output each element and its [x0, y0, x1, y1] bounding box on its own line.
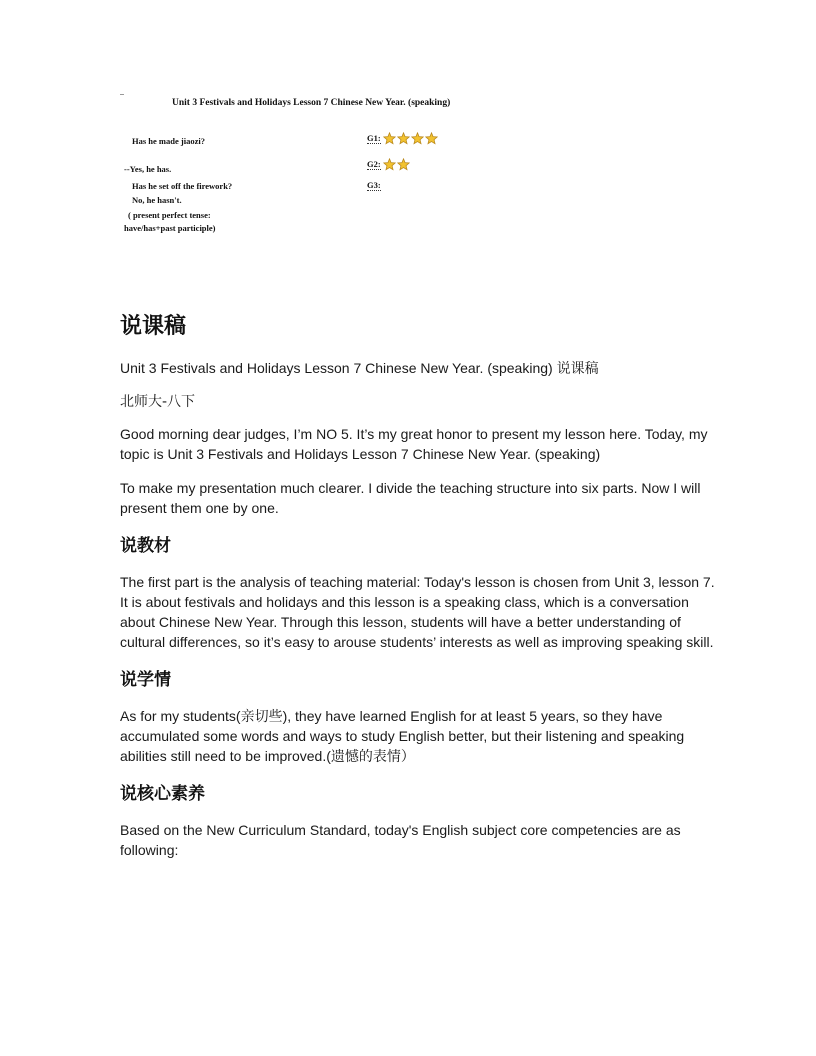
slide-line-answer-1: --Yes, he has.	[124, 164, 172, 174]
slide-line-question-1	[132, 136, 205, 146]
group-score-g1	[367, 132, 438, 145]
intro-paragraph-2: To make my presentation much clearer. I divide the teaching structure into six parts. Now I will present them one by one.	[120, 480, 701, 516]
group-label: G1:	[367, 133, 381, 143]
slide-line-question-1-text: Has he made jiaozi?	[132, 136, 205, 146]
slide-image	[118, 94, 458, 242]
slide-line-answer-2: No, he hasn't.	[132, 195, 182, 205]
section-text-teaching-material: The first part is the analysis of teaching material: Today's lesson is chosen from Unit 3, lesson 7. It is about festivals and holidays and this lesson is a speaking class, which is a conversation about Chinese New Year. Through this lesson, students will have a better understanding of cultural differences, so it’s easy to arouse students’ interests as well as improving speaking skill.	[120, 574, 715, 650]
group-label: G2:	[367, 159, 381, 169]
slide-corner-mark	[120, 94, 124, 95]
slide-line-question-2: Has he set off the firework?	[132, 181, 233, 191]
star-rating	[383, 132, 438, 145]
document-title: 说课稿	[120, 314, 187, 339]
star-rating	[383, 158, 410, 171]
intro-paragraph-1: Good morning dear judges, I’m NO 5. It’s my great honor to present my lesson here. Today, my topic is Unit 3 Festivals and Holidays Lesson 7 Chinese New Year. (speaking)	[120, 426, 708, 462]
section-heading-teaching-material: 说教材	[120, 536, 171, 556]
group-score-g2	[367, 158, 410, 171]
slide-line-grammar-note: ( present perfect tense:	[128, 210, 211, 220]
section-text-core-competencies: Based on the New Curriculum Standard, today's English subject core competencies are as following:	[120, 822, 681, 858]
star-icon	[411, 132, 424, 145]
star-icon	[383, 132, 396, 145]
lesson-title-line: Unit 3 Festivals and Holidays Lesson 7 Chinese New Year. (speaking) 说课稿	[120, 360, 599, 376]
section-heading-core-competencies: 说核心素养	[120, 784, 205, 804]
star-icon	[383, 158, 396, 171]
section-text-students: As for my students(亲切些), they have learned English for at least 5 years, so they have accumulated some words and ways to study English better, but their listening and speaking abilities still need to be improved.(遗憾的表情）	[120, 708, 685, 764]
slide-title: Unit 3 Festivals and Holidays Lesson 7 Chinese New Year. (speaking)	[172, 98, 451, 108]
star-icon	[397, 132, 410, 145]
document-body	[120, 312, 720, 874]
group-score-g3	[367, 180, 383, 191]
group-label: G3:	[367, 180, 381, 190]
publisher-line: 北师大-八下	[120, 394, 196, 410]
slide-line-grammar-rule: have/has+past participle)	[124, 223, 216, 233]
section-heading-students: 说学情	[120, 670, 171, 690]
star-icon	[425, 132, 438, 145]
star-icon	[397, 158, 410, 171]
